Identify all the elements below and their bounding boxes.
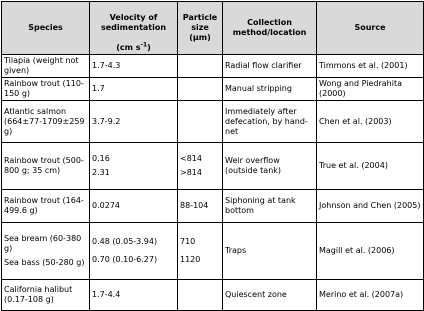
particle-value: 1120 bbox=[180, 255, 201, 264]
particle-value: 710 bbox=[180, 237, 196, 246]
cell-particle: 88-104 bbox=[178, 190, 223, 223]
cell-species bbox=[2, 223, 90, 280]
velocity-value: 0.70 (0.10-6.27) bbox=[92, 255, 158, 264]
cell-species: Tilapia (weight not given) bbox=[2, 55, 90, 78]
table-row bbox=[2, 78, 424, 101]
table-row bbox=[2, 143, 424, 190]
velocity-value: 0.48 (0.05-3.94) bbox=[92, 237, 158, 246]
cell-velocity: 1.7-4.3 bbox=[90, 55, 178, 78]
cell-source: True et al. (2004) bbox=[317, 143, 424, 190]
cell-velocity: 1.7 bbox=[90, 78, 178, 101]
table-row bbox=[2, 190, 424, 223]
header-species: Species bbox=[2, 2, 90, 55]
cell-source: Wong and Piedrahita (2000) bbox=[317, 78, 424, 101]
cell-source: Timmons et al. (2001) bbox=[317, 55, 424, 78]
cell-species: Atlantic salmon (664±77-1709±259 g) bbox=[2, 101, 90, 143]
table-row bbox=[2, 223, 424, 280]
header-collection: Collection method/location bbox=[223, 2, 317, 55]
table-row bbox=[2, 280, 424, 311]
cell-particle bbox=[178, 101, 223, 143]
cell-collection: Manual stripping bbox=[223, 78, 317, 101]
cell-species: Rainbow trout (164-499.6 g) bbox=[2, 190, 90, 223]
header-particle: Particle size (µm) bbox=[178, 2, 223, 55]
cell-collection: Quiescent zone bbox=[223, 280, 317, 311]
cell-collection: Radial flow clarifier bbox=[223, 55, 317, 78]
cell-source: Merino et al. (2007a) bbox=[317, 280, 424, 311]
cell-collection: Traps bbox=[223, 223, 317, 280]
velocity-value: 0.16 bbox=[92, 154, 110, 163]
cell-velocity: 1.7-4.4 bbox=[90, 280, 178, 311]
header-source: Source bbox=[317, 2, 424, 55]
species-value: Sea bass (50-280 g) bbox=[4, 258, 85, 267]
cell-particle bbox=[178, 78, 223, 101]
velocity-value: 2.31 bbox=[92, 168, 110, 177]
header-velocity-unit-exp: -1 bbox=[140, 41, 148, 49]
table-row bbox=[2, 101, 424, 143]
cell-collection: Weir overflow (outside tank) bbox=[223, 143, 317, 190]
cell-collection: Siphoning at tank bottom bbox=[223, 190, 317, 223]
cell-source: Johnson and Chen (2005) bbox=[317, 190, 424, 223]
cell-particle bbox=[178, 223, 223, 280]
header-velocity-label: Velocity of sedimentation bbox=[100, 13, 167, 32]
cell-velocity: 3.7-9.2 bbox=[90, 101, 178, 143]
table-row bbox=[2, 55, 424, 78]
header-velocity bbox=[90, 2, 178, 55]
header-velocity-unit-suffix: ) bbox=[147, 43, 151, 52]
particle-value: <814 bbox=[180, 154, 202, 163]
cell-velocity bbox=[90, 143, 178, 190]
cell-velocity bbox=[90, 223, 178, 280]
cell-collection: Immediately after defecation, by hand-net bbox=[223, 101, 317, 143]
data-table bbox=[1, 1, 424, 311]
particle-value: >814 bbox=[180, 168, 202, 177]
cell-particle bbox=[178, 143, 223, 190]
cell-species: California halibut (0.17-108 g) bbox=[2, 280, 90, 311]
cell-source: Chen et al. (2003) bbox=[317, 101, 424, 143]
cell-species: Rainbow trout (500-800 g; 35 cm) bbox=[2, 143, 90, 190]
cell-species: Rainbow trout (110-150 g) bbox=[2, 78, 90, 101]
cell-particle bbox=[178, 55, 223, 78]
species-value: Sea bream (60-380 g) bbox=[4, 234, 82, 253]
header-row bbox=[2, 2, 424, 55]
cell-velocity: 0.0274 bbox=[90, 190, 178, 223]
cell-source: Magill et al. (2006) bbox=[317, 223, 424, 280]
header-velocity-unit-prefix: (cm s bbox=[116, 43, 141, 52]
cell-particle bbox=[178, 280, 223, 311]
